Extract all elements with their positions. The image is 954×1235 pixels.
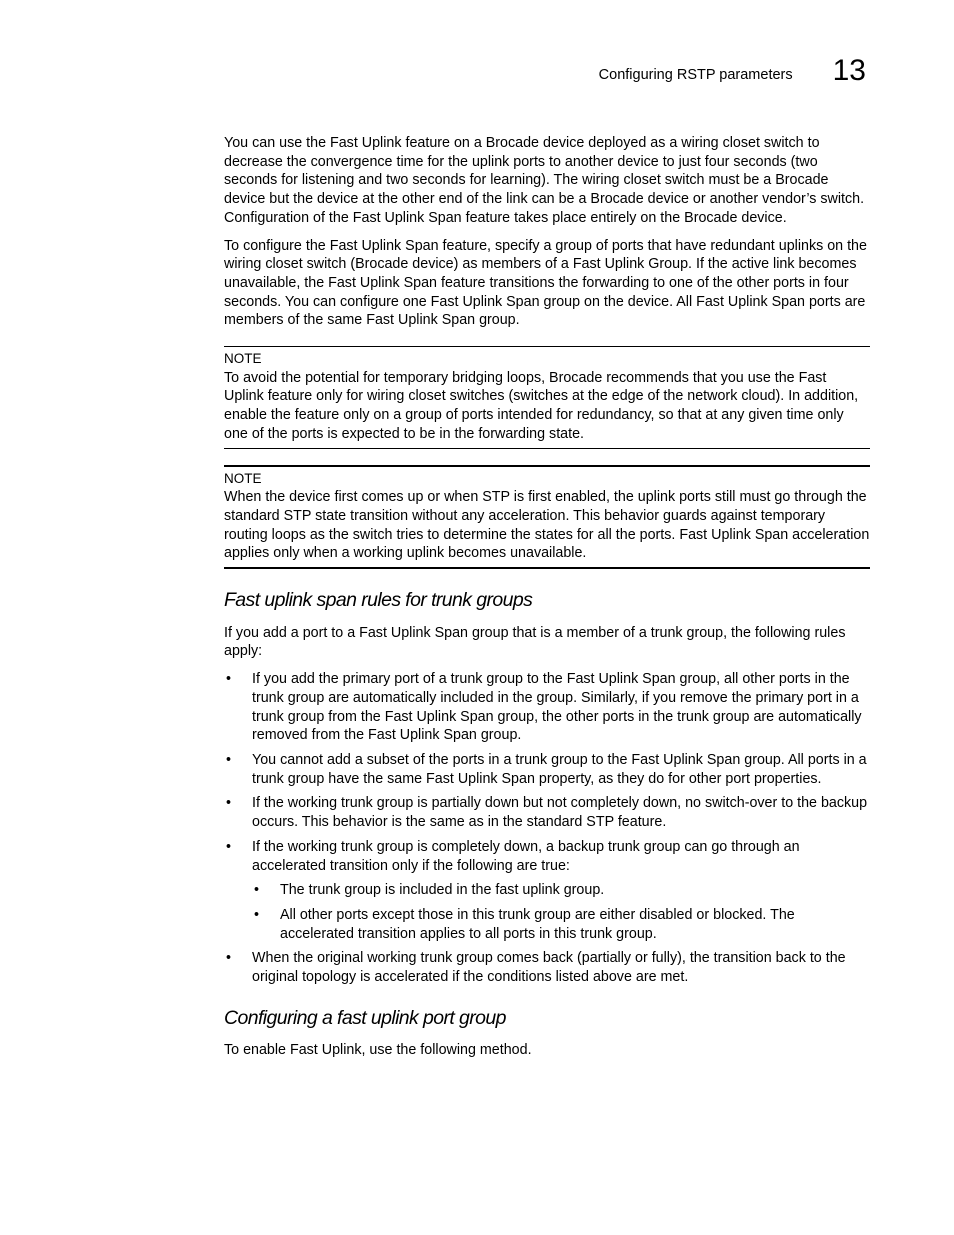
list-item bbox=[224, 838, 870, 944]
list-item-text: If you add the primary port of a trunk group to the Fast Uplink Span group, all other ports in the trunk group are automatically included in the group. Similarly, if you remove the primary port in a trunk group from the Fast Uplink Span group, the other ports in the trunk group are automatically removed from the Fast Uplink Span group. bbox=[252, 671, 862, 744]
rules-list bbox=[224, 670, 870, 987]
bullet-icon: • bbox=[226, 671, 232, 688]
intro-paragraph-1: You can use the Fast Uplink feature on a Brocade device deployed as a wiring closet switch to decrease the convergence time for the uplink ports to another device to just four seconds (two seconds for listening and two seconds for learning). The wiring closet switch must be a Brocade device but the device at the other end of the link can be a Brocade device or another vendor’s switch. Configuration of the Fast Uplink Span feature takes place entirely on the Brocade device. bbox=[224, 135, 865, 226]
bullet-icon: • bbox=[254, 882, 260, 899]
section-intro: If you add a port to a Fast Uplink Span group that is a member of a trunk group, the following rules apply: bbox=[224, 624, 846, 660]
sub-list-item-text: The trunk group is included in the fast uplink group. bbox=[280, 882, 605, 899]
note-label: NOTE bbox=[224, 470, 262, 486]
section-heading-trunk-rules: Fast uplink span rules for trunk groups bbox=[224, 589, 533, 612]
header-title: Configuring RSTP parameters bbox=[598, 67, 793, 83]
list-item-text: If the working trunk group is partially down but not completely down, no switch-over to the backup occurs. This behavior is the same as in the standard STP feature. bbox=[252, 795, 868, 831]
section-heading-configuring: Configuring a fast uplink port group bbox=[224, 1006, 506, 1029]
note-label: NOTE bbox=[224, 351, 262, 367]
chapter-number: 13 bbox=[832, 54, 866, 87]
list-item bbox=[224, 670, 870, 745]
list-item-text: If the working trunk group is completely down, a backup trunk group can go through an accelerated transition only if the following are true: bbox=[252, 838, 800, 874]
list-item bbox=[224, 949, 870, 986]
note-box-2 bbox=[224, 465, 870, 570]
sub-list bbox=[252, 881, 870, 943]
list-item bbox=[224, 751, 870, 788]
bullet-icon: • bbox=[254, 906, 260, 923]
bullet-icon: • bbox=[226, 795, 232, 812]
list-item-text: You cannot add a subset of the ports in a trunk group to the Fast Uplink Span group. All ports in a trunk group have the same Fast Uplink Span property, as they do for other port properties. bbox=[252, 751, 867, 787]
list-item-text: When the original working trunk group comes back (partially or fully), the transition back to the original topology is accelerated if the conditions listed above are met. bbox=[252, 950, 846, 986]
sub-list-item bbox=[252, 906, 870, 943]
intro-paragraph-2: To configure the Fast Uplink Span feature, specify a group of ports that have redundant uplinks on the wiring closet switch (Brocade device) as members of a Fast Uplink Group. If the active link becomes unavailable, the Fast Uplink Span feature transitions the forwarding to one of the other ports in four seconds. You can configure one Fast Uplink Span group on the device. All Fast Uplink Span ports are members of the same Fast Uplink Span group. bbox=[224, 237, 867, 329]
section-text: To enable Fast Uplink, use the following method. bbox=[224, 1042, 532, 1059]
note-text: When the device first comes up or when STP is first enabled, the uplink ports still must go through the standard STP state transition without any acceleration. This behavior guards against temporary routing loops as the switch tries to determine the states for all the ports. Fast Uplink Span acceleration applies only when a working uplink becomes unavailable. bbox=[224, 489, 870, 562]
bullet-icon: • bbox=[226, 838, 232, 855]
sub-list-item bbox=[252, 881, 870, 900]
page-header bbox=[599, 56, 866, 86]
bullet-icon: • bbox=[226, 950, 232, 967]
note-box-1 bbox=[224, 346, 870, 449]
page-content bbox=[224, 134, 870, 1069]
list-item bbox=[224, 794, 870, 831]
note-text: To avoid the potential for temporary bridging loops, Brocade recommends that you use the Fast Uplink feature only for wiring closet switches (switches at the edge of the network cloud). In addition, enable the feature only on a group of ports intended for redundancy, so that at any given time only one of the ports is expected to be in the forwarding state. bbox=[224, 369, 859, 442]
bullet-icon: • bbox=[226, 751, 232, 768]
sub-list-item-text: All other ports except those in this trunk group are either disabled or blocked. The accelerated transition applies to all ports in this trunk group. bbox=[280, 906, 795, 942]
